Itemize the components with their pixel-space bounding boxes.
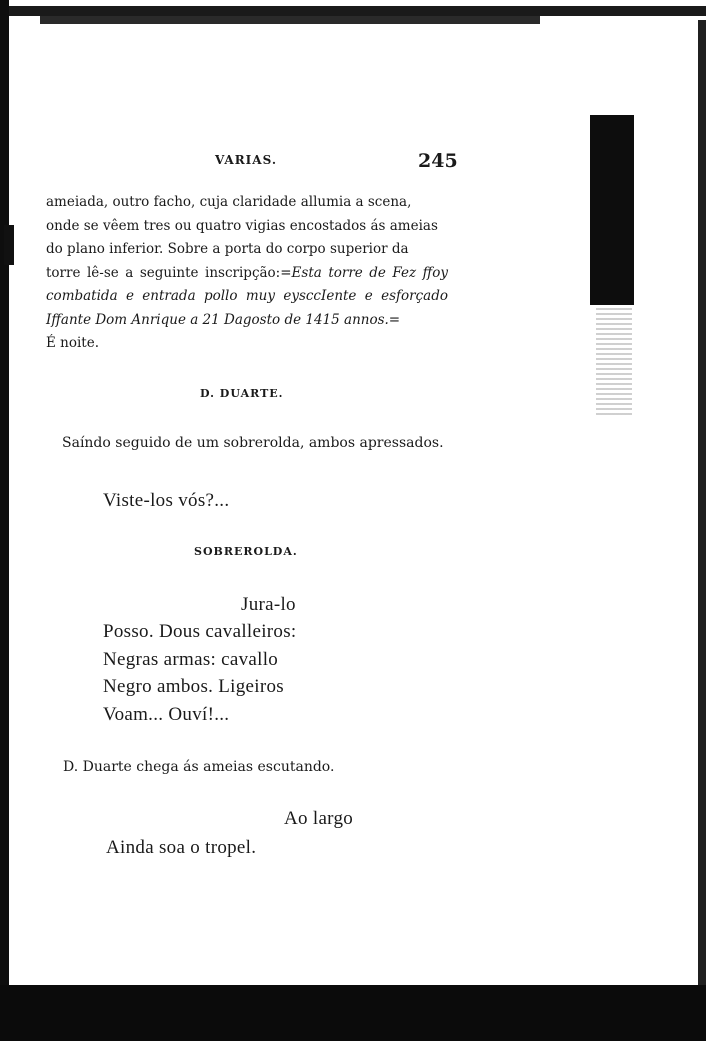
verse-line: Negras armas: cavallo bbox=[103, 649, 279, 670]
scan-top-shadow-inner bbox=[40, 16, 540, 24]
scan-top-shadow bbox=[0, 6, 706, 16]
verse-line: Viste-los vós?... bbox=[103, 490, 230, 511]
verse-line: Jura-lo bbox=[241, 594, 296, 615]
scan-bottom-border bbox=[0, 985, 706, 1041]
stage-direction-paragraph bbox=[46, 191, 448, 356]
stage-direction-line: do plano inferior. Sobre a porta do corpo superior da bbox=[46, 241, 409, 257]
speaker-sobrerolda: SOBREROLDA. bbox=[194, 545, 298, 558]
verse-line: Negro ambos. Ligeiros bbox=[103, 676, 284, 697]
scan-left-mark bbox=[4, 225, 14, 265]
stage-direction-closing: É noite. bbox=[46, 335, 99, 351]
stage-direction-entrance: Saíndo seguido de um sobrerolda, ambos apressados. bbox=[62, 435, 444, 451]
stage-direction-line: torre lê-se a seguinte inscripção: bbox=[46, 264, 281, 281]
stage-direction-listening: D. Duarte chega ás ameias escutando. bbox=[63, 759, 335, 775]
running-title: VARIAS. bbox=[215, 153, 278, 167]
stage-direction-line: onde se vêem tres ou quatro vigias encostados ás ameias bbox=[46, 217, 438, 234]
page-number: 245 bbox=[418, 150, 458, 172]
verse-line: Ainda soa o tropel. bbox=[106, 837, 257, 858]
speaker-d-duarte: D. DUARTE. bbox=[200, 387, 284, 400]
scan-right-edge bbox=[698, 20, 706, 1000]
scan-left-edge bbox=[0, 0, 9, 1000]
tower-inscription: =Esta torre de Fez ffoy combatida e entrada pollo muy eysccIente e esforçado Iffante Dom Anrique a 21 Dagosto de 1415 annos.= bbox=[46, 264, 448, 328]
scan-right-ink-blot bbox=[590, 115, 634, 305]
verse-line: Posso. Dous cavalleiros: bbox=[103, 621, 297, 642]
scan-right-noise bbox=[596, 305, 632, 415]
verse-line: Voam... Ouví!... bbox=[103, 704, 230, 725]
stage-direction-line: ameiada, outro facho, cuja claridade allumia a scena, bbox=[46, 194, 412, 210]
verse-line: Ao largo bbox=[284, 808, 354, 829]
